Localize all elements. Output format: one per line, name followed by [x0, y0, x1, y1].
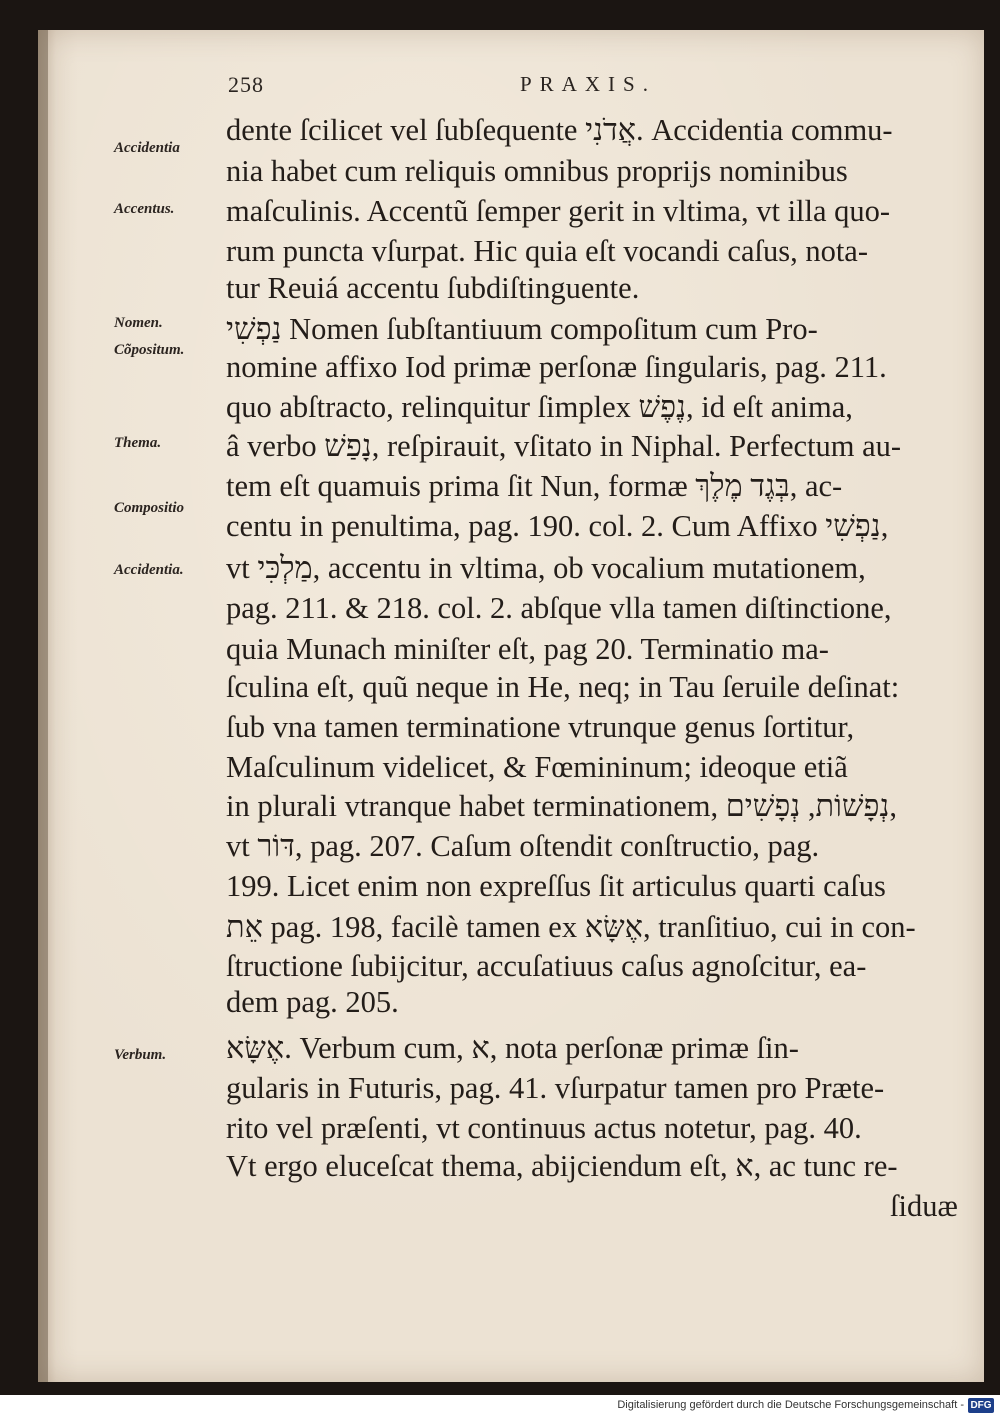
margin-note: Accidentia. [114, 562, 184, 578]
text-line: quia Munach miniſter eſt, pag 20. Terminatio ma- [226, 632, 829, 666]
text-line: 199. Licet enim non expreſſus ſit articulus quarti caſus [226, 869, 886, 903]
text-line: nia habet cum reliquis omnibus proprijs nominibus [226, 154, 848, 188]
margin-note: Accidentia [114, 140, 180, 156]
text-line: pag. 211. & 218. col. 2. abſque vlla tamen diſtinctione, [226, 591, 892, 625]
running-head: PRAXIS. [520, 72, 656, 96]
text-line: quo abſtracto, relinquitur ſimplex נֶפֶשׁ, id eſt anima, [226, 390, 853, 424]
dfg-logo: DFG [968, 1398, 994, 1413]
margin-note: Verbum. [114, 1047, 167, 1063]
text-line: centu in penultima, pag. 190. col. 2. Cum Affixo נַפְשִׁי, [226, 509, 889, 543]
text-line: vt מַלְכִּי, accentu in vltima, ob vocalium mutationem, [226, 551, 866, 585]
text-line: ſculina eſt, quũ neque in He, neq; in Tau ſeruile deſinat: [226, 670, 900, 704]
catchword: ſiduæ [890, 1189, 958, 1223]
page-number: 258 [228, 72, 264, 97]
text-line: אֶשָּׂא. Verbum cum, א, nota perſonæ primæ ſin- [226, 1031, 799, 1065]
text-line: nomine affixo Iod primæ perſonæ ſingularis, pag. 211. [226, 350, 887, 384]
text-line: tur Reuiá accentu ſubdiſtinguente. [226, 271, 640, 305]
text-line: gularis in Futuris, pag. 41. vſurpatur tamen pro Præte- [226, 1071, 885, 1105]
text-line: Vt ergo eluceſcat thema, abijciendum eſt, א, ac tunc re- [226, 1149, 898, 1183]
margin-note: Cõpositum. [114, 342, 185, 358]
text-line: Maſculinum videlicet, & Fœmininum; ideoque etiã [226, 750, 848, 784]
text-line: â verbo נָפַשׁ, reſpirauit, vſitato in Niphal. Perfectum au- [226, 429, 902, 463]
text-line: maſculinis. Accentũ ſemper gerit in vltima, vt illa quo- [226, 194, 891, 228]
text-line: אֵת pag. 198, facilè tamen ex אֶשָּׂא, tranſitiuo, cui in con- [226, 910, 916, 944]
margin-note: Thema. [114, 435, 162, 451]
text-line: ſtructione ſubijcitur, accuſatiuus caſus agnoſcitur, ea- [226, 949, 867, 983]
page-header [0, 72, 1000, 102]
funding-notice: Digitalisierung gefördert durch die Deutsche Forschungsgemeinschaft - [617, 1399, 964, 1411]
text-line: dente ſcilicet vel ſubſequente אֲדֹנִי. Accidentia commu- [226, 113, 893, 147]
text-line: rito vel præſenti, vt continuus actus notetur, pag. 40. [226, 1111, 862, 1145]
text-line: rum puncta vſurpat. Hic quia eſt vocandi caſus, nota- [226, 234, 868, 268]
margin-note: Accentus. [114, 201, 175, 217]
footer-bar [0, 1395, 1000, 1418]
text-line: in plurali vtranque habet terminationem, נְפָשׁוֹת, נְפָשִׁים, [226, 789, 898, 823]
margin-note: Nomen. [114, 315, 163, 331]
text-line: vt דּוֹר, pag. 207. Caſum oſtendit conſtructio, pag. [226, 829, 820, 863]
text-line: ſub vna tamen terminatione vtrunque genus ſortitur, [226, 710, 855, 744]
text-line: נַפְשִׁי Nomen ſubſtantiuum compoſitum cum Pro- [226, 312, 818, 346]
text-line: dem pag. 205. [226, 985, 399, 1019]
text-line: tem eſt quamuis prima ſit Nun, formæ בְּגֶד מֶלֶךְ, ac- [226, 469, 843, 503]
margin-note: Compositio [114, 500, 185, 516]
page-gutter [38, 30, 48, 1382]
